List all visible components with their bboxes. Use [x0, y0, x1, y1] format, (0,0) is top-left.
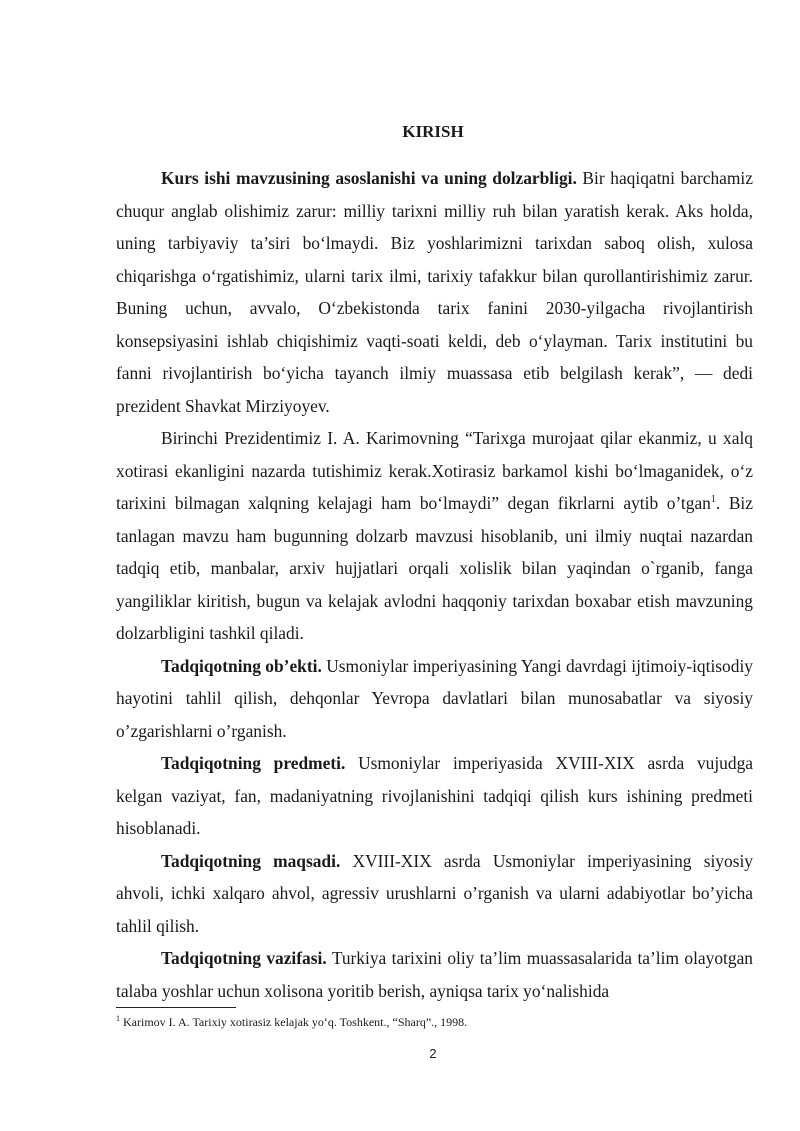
paragraph-heading: Tadqiqotning maqsadi.: [161, 850, 341, 871]
paragraph-text: Turkiya tarixini oliy ta’lim muassasalarida ta’lim olayotgan talaba yoshlar uchun xolisona yoritib berish, ayniqsa tarix yo‘nalishida: [116, 948, 753, 1001]
paragraph-object: [116, 650, 753, 748]
paragraph-text: Usmoniylar imperiyasining Yangi davrdagi ijtimoiy-iqtisodiy hayotini tahlil qilish, dehqonlar Yevropa davlatlari bilan munosabatlar va siyosiy o’zgarishlarni o’rganish.: [116, 655, 753, 741]
paragraph-heading: Tadqiqotning vazifasi.: [161, 948, 327, 968]
paragraph-text: . Biz tanlagan mavzu ham bugunning dolzarb mavzusi hisoblanib, uni ilmiy nuqtai nazardan tadqiq etib, manbalar, arxiv hujjatlari orqali xolislik bilan yaqindan o`rganib, fanga yangiliklar kiritish, bugun va kelajak avlodni haqqoniy tarixdan boxabar etish mavzuning dolzarbligini tashkil qiladi.: [116, 493, 753, 643]
footnote-number: 1: [116, 1014, 120, 1023]
paragraph-quote: [116, 422, 753, 650]
footnote-reference[interactable]: 1: [710, 494, 716, 506]
paragraph-text: XVIII-XIX asrda Usmoniylar imperiyasining siyosiy ahvoli, ichki xalqaro ahvol, agressiv urushlarni o’rganish va ularni adabiyotlar bo’yicha tahlil qilish.: [116, 850, 753, 936]
paragraph-text: Birinchi Prezidentimiz I. A. Karimovning “Tarixga murojaat qilar ekanmiz, u xalq xotirasi ekanligini nazarda tutishimiz kerak.Xotirasiz barkamol kishi bo‘lmaganidek, o‘z tarixini bilmagan xalqning kelajagi ham bo‘lmaydi” degan fikrlarni aytib o’tgan: [116, 428, 753, 513]
paragraph-text: Usmoniylar imperiyasida XVIII-XIX asrda vujudga kelgan vaziyat, fan, madaniyatning rivojlanishini tadqiqi qilish kurs ishining predmeti hisoblanadi.: [116, 753, 753, 838]
paragraph-subject: [116, 747, 753, 845]
paragraph-heading: Kurs ishi mavzusining asoslanishi va uning dolzarbligi.: [161, 168, 577, 188]
footnote: [116, 1011, 753, 1030]
paragraph-text: Bir haqiqatni barchamiz chuqur anglab olishimiz zarur: milliy tarixni milliy ruh bilan yaratish kerak. Aks holda, uning tarbiyaviy ta’siri bo‘lmaydi. Biz yoshlarimizni tarixdan saboq olish, xulosa chiqarishga o‘rgatishimiz, ularni tarix ilmi, tarixiy tafakkur bilan qurollantirishimiz zarur. Buning uchun, avvalo, O‘zbekistonda tarix fanini 2030-yilgacha rivojlantirish konsepsiyasini ishlab chiqishimiz vaqti-soati keldi, deb o‘ylayman. Tarix institutini bu fanni rivojlantirish bo‘yicha tayanch ilmiy muassasa etib belgilash kerak”, — dedi prezident Shavkat Mirziyoyev.: [116, 168, 753, 416]
footnote-text: Karimov I. A. Tarixiy xotirasiz kelajak yo‘q. Toshkent., “Sharq”., 1998.: [120, 1015, 468, 1029]
footnote-divider: [116, 1007, 236, 1008]
paragraph-goal: [116, 845, 753, 943]
page-number: 2: [429, 1046, 437, 1061]
paragraph-heading: Tadqiqotning predmeti.: [161, 753, 346, 773]
paragraph-tasks: [116, 942, 753, 1007]
body-text: [116, 162, 753, 1007]
paragraph-relevance: [116, 162, 753, 422]
paragraph-heading: Tadqiqotning ob’ekti.: [161, 655, 322, 676]
page-title: KIRISH: [402, 122, 464, 141]
